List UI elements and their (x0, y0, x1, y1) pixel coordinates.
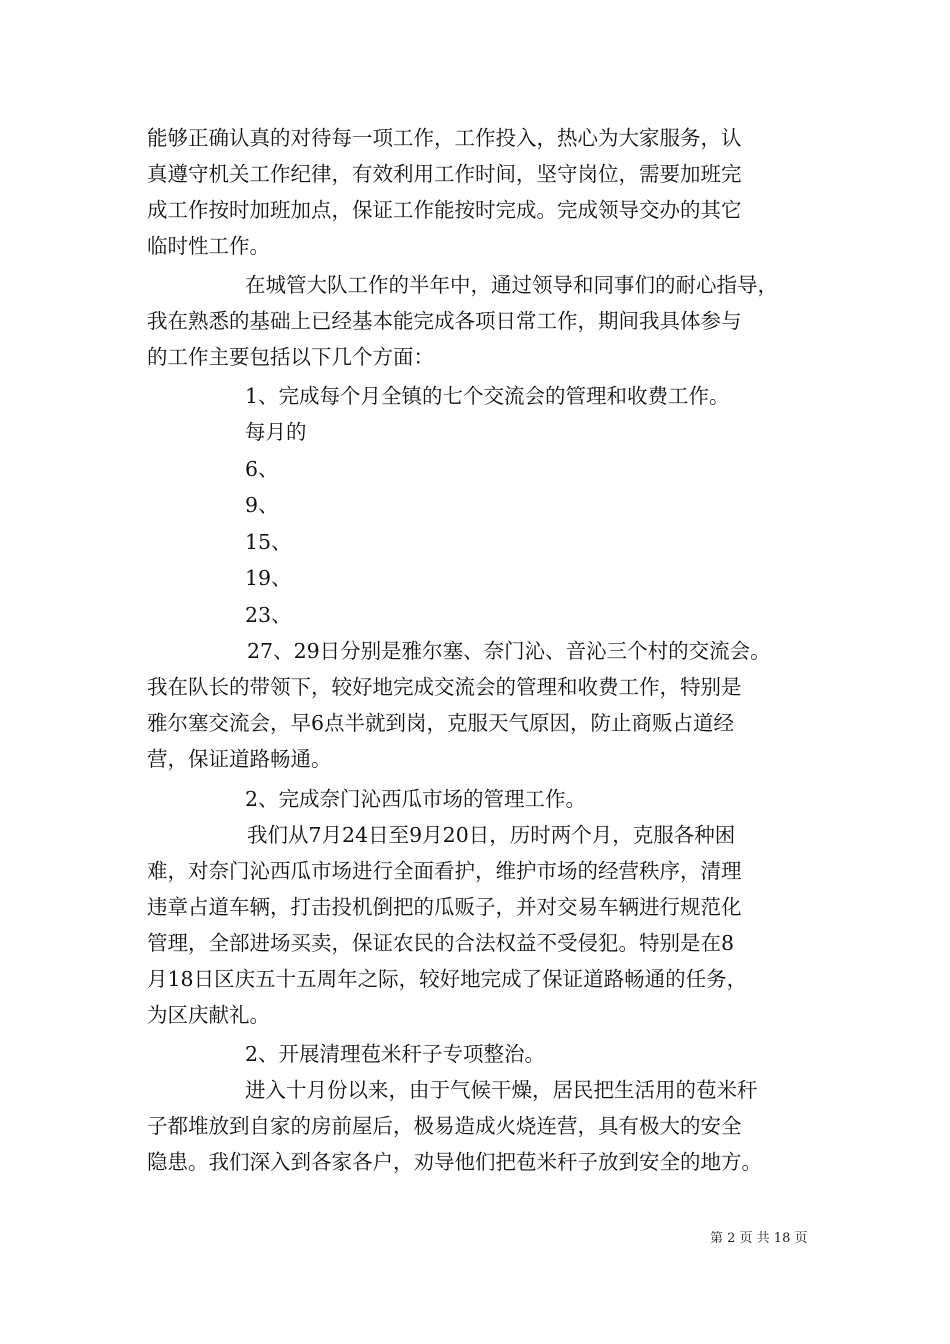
list-item-heading: 1、完成每个月全镇的七个交流会的管理和收费工作。 (245, 384, 730, 408)
text-line: 19、 (245, 566, 292, 590)
text-line: 营，保证道路畅通。 (147, 747, 332, 771)
text-line: 隐患。我们深入到各家各户，劝导他们把苞米秆子放到安全的地方。 (147, 1150, 762, 1174)
list-item-heading: 2、完成奈门沁西瓜市场的管理工作。 (245, 787, 587, 811)
text-line: 成工作按时加班加点，保证工作能按时完成。完成领导交办的其它 (147, 198, 742, 222)
text-line: 管理，全部进场买卖，保证农民的合法权益不受侵犯。特别是在8 (147, 931, 735, 955)
text-line: 15、 (245, 530, 292, 554)
text-line: 27、29日分别是雅尔塞、奈门沁、音沁三个村的交流会。 (247, 639, 771, 663)
text-line: 的工作主要包括以下几个方面： (147, 345, 434, 369)
text-line: 我们从7月24日至9月20日，历时两个月，克服各种困 (247, 823, 736, 847)
text-line: 真遵守机关工作纪律，有效利用工作时间，坚守岗位，需要加班完 (147, 162, 742, 186)
text-line: 我在熟悉的基础上已经基本能完成各项日常工作，期间我具体参与 (147, 309, 742, 333)
text-line: 违章占道车辆，打击投机倒把的瓜贩子，并对交易车辆进行规范化 (147, 895, 742, 919)
text-line: 月18日区庆五十五周年之际，较好地完成了保证道路畅通的任务， (147, 967, 748, 991)
text-line: 在城管大队工作的半年中，通过领导和同事们的耐心指导， (245, 273, 778, 297)
text-line: 进入十月份以来，由于气候干燥，居民把生活用的苞米秆 (245, 1078, 758, 1102)
text-line: 能够正确认真的对待每一项工作，工作投入，热心为大家服务，认 (147, 126, 742, 150)
text-line: 23、 (245, 603, 292, 627)
text-line: 临时性工作。 (147, 234, 270, 258)
text-line: 雅尔塞交流会，早6点半就到岗，克服天气原因，防止商贩占道经 (147, 711, 735, 735)
text-line: 9、 (245, 493, 279, 517)
text-line: 难，对奈门沁西瓜市场进行全面看护，维护市场的经营秩序，清理 (147, 859, 742, 883)
page-number-footer: 第 2 页 共 18 页 (710, 1231, 808, 1246)
text-line: 每月的 (245, 420, 307, 444)
list-item-heading: 2、开展清理苞米秆子专项整治。 (245, 1042, 546, 1066)
text-line: 6、 (245, 457, 279, 481)
text-line: 子都堆放到自家的房前屋后，极易造成火烧连营，具有极大的安全 (147, 1114, 742, 1138)
text-line: 我在队长的带领下，较好地完成交流会的管理和收费工作，特别是 (147, 675, 742, 699)
text-line: 为区庆献礼。 (147, 1003, 270, 1027)
